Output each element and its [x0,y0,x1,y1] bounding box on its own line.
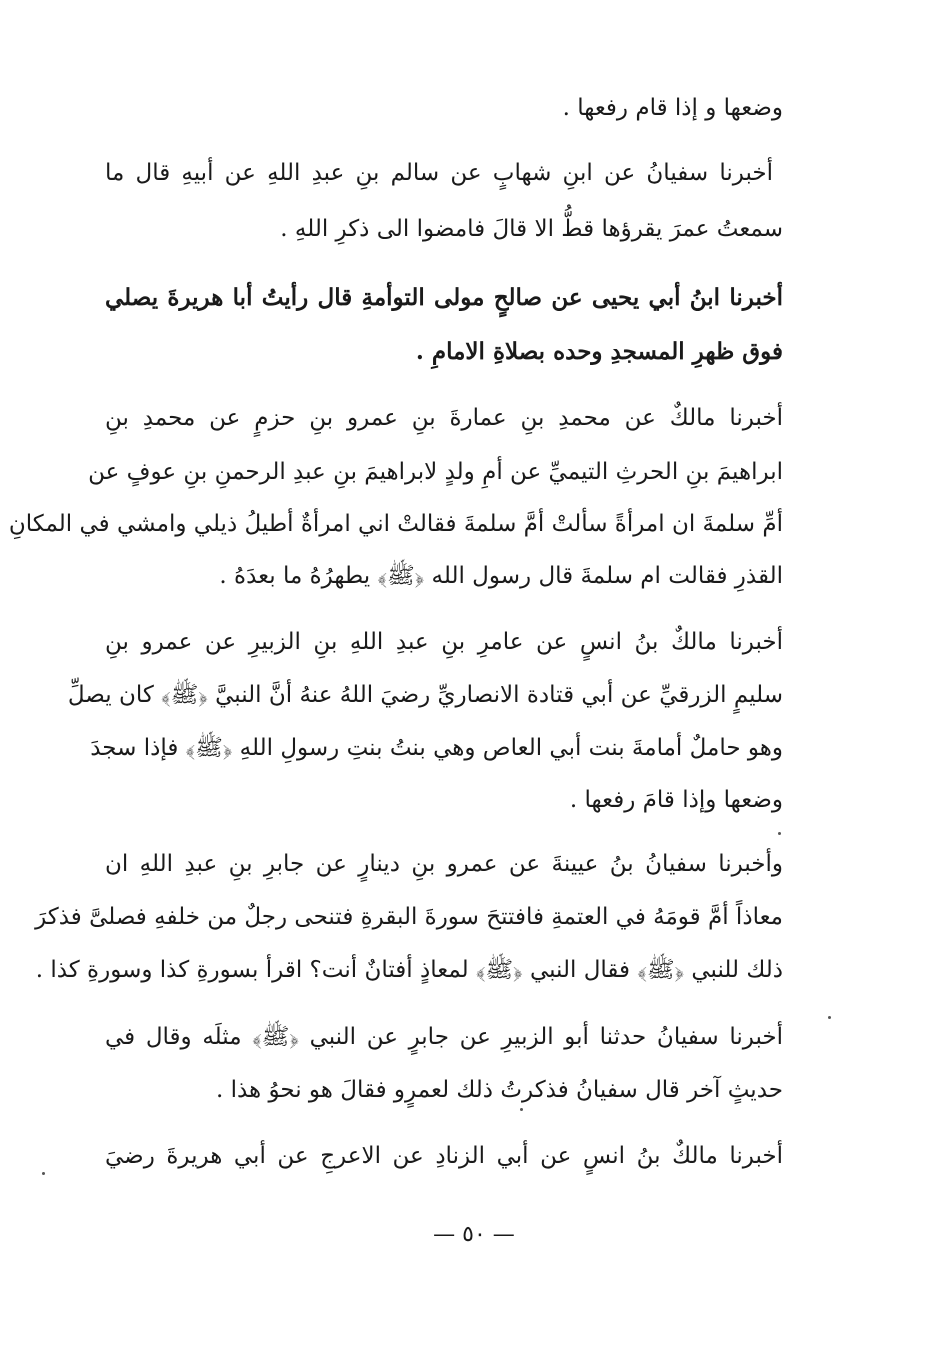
text-line: أخبرنا ابنُ أبي يحيى عن صالحٍ مولى التوأمةِ قال رأيتُ أبا هريرةَ يصلي [105,284,783,311]
text-line: القذرِ فقالت ام سلمةَ قال رسول الله ﴿ﷺ﴾ يطهرُهُ ما بعدَهُ . [219,563,783,589]
text-line: ذلك للنبي ﴿ﷺ﴾ فقال النبي ﴿ﷺ﴾ لمعاذٍ أفتانٌ أنت؟ اقرأ بسورةِ كذا وسورةِ كذا . [35,957,783,983]
text-line: ابراهيمَ بنِ الحرثِ التيميِّ عن أمِ ولدٍ لابراهيمَ بنِ عبدِ الرحمنِ بنِ عوفٍ عن [88,459,783,485]
text-line: أخبرنا مالكٌ عن محمدِ بنِ عمارةَ بنِ عمرو بنِ حزمٍ عن محمدِ بنِ [105,405,783,431]
text-line: حديثٍ آخر قال سفيانُ فذكرتُ ذلك لعمرٍو فقالَ هو نحوُ هذا . [215,1077,783,1103]
text-line: سليمٍ الزرقيِّ عن أبي قتادة الانصاريِّ رضيَ اللهُ عنهُ أنَّ النبيَّ ﴿ﷺ﴾ كان يصلِّ [67,682,783,708]
text-line: فوق ظهرِ المسجدِ وحده بصلاةِ الامامِ . [415,338,783,365]
speck [42,1172,45,1175]
text-line: وأخبرنا سفيانُ بنُ عيينةَ عن عمرو بنِ دينارٍ عن جابرِ بنِ عبدِ اللهِ ان [105,851,783,877]
text-line: أخبرنا سفيانُ عن ابنِ شهابٍ عن سالم بنِ عبدِ اللهِ عن أبيهِ قال ما [105,160,773,186]
text-line: معاذاً أمَّ قومَهُ في العتمةِ فافتتحَ سورةَ البقرةِ فتنحى رجلٌ من خلفهِ فصلىَّ فذكرَ [35,904,783,930]
speck [778,832,781,835]
text-line: وضعها و إذا قام رفعها . [562,95,783,121]
text-line: وضعها وإذا قامَ رفعها . [569,787,783,813]
text-line: وهو حاملٌ أمامةَ بنت أبي العاص وهي بنتُ بنتِ رسولِ اللهِ ﴿ﷺ﴾ فإذا سجدَ [90,735,783,761]
page-number: — ٥٠ — [433,1222,515,1247]
speck [828,1016,831,1019]
speck [520,1108,523,1111]
text-line: أمِّ سلمةَ ان امرأةً سألتْ أمَّ سلمةَ فقالتْ اني امرأةٌ أطيلُ ذيلي وامشي في المكانِ [8,511,783,537]
text-line: أخبرنا سفيانُ حدثنا أبو الزبيرِ عن جابرٍ عن النبي ﴿ﷺ﴾ مثلَه وقال في [105,1024,783,1050]
text-line: سمعتُ عمرَ يقرؤها قطُّ الا قالَ فامضوا الى ذكرِ اللهِ . [280,216,783,242]
text-line: أخبرنا مالكٌ بنُ انسٍ عن أبي الزنادِ عن الاعرجِ عن أبي هريرةَ رضيَ [105,1143,783,1169]
text-line: أخبرنا مالكٌ بنُ انسٍ عن عامرِ بنِ عبدِ اللهِ بنِ الزبيرِ عن عمرو بنِ [105,629,783,655]
